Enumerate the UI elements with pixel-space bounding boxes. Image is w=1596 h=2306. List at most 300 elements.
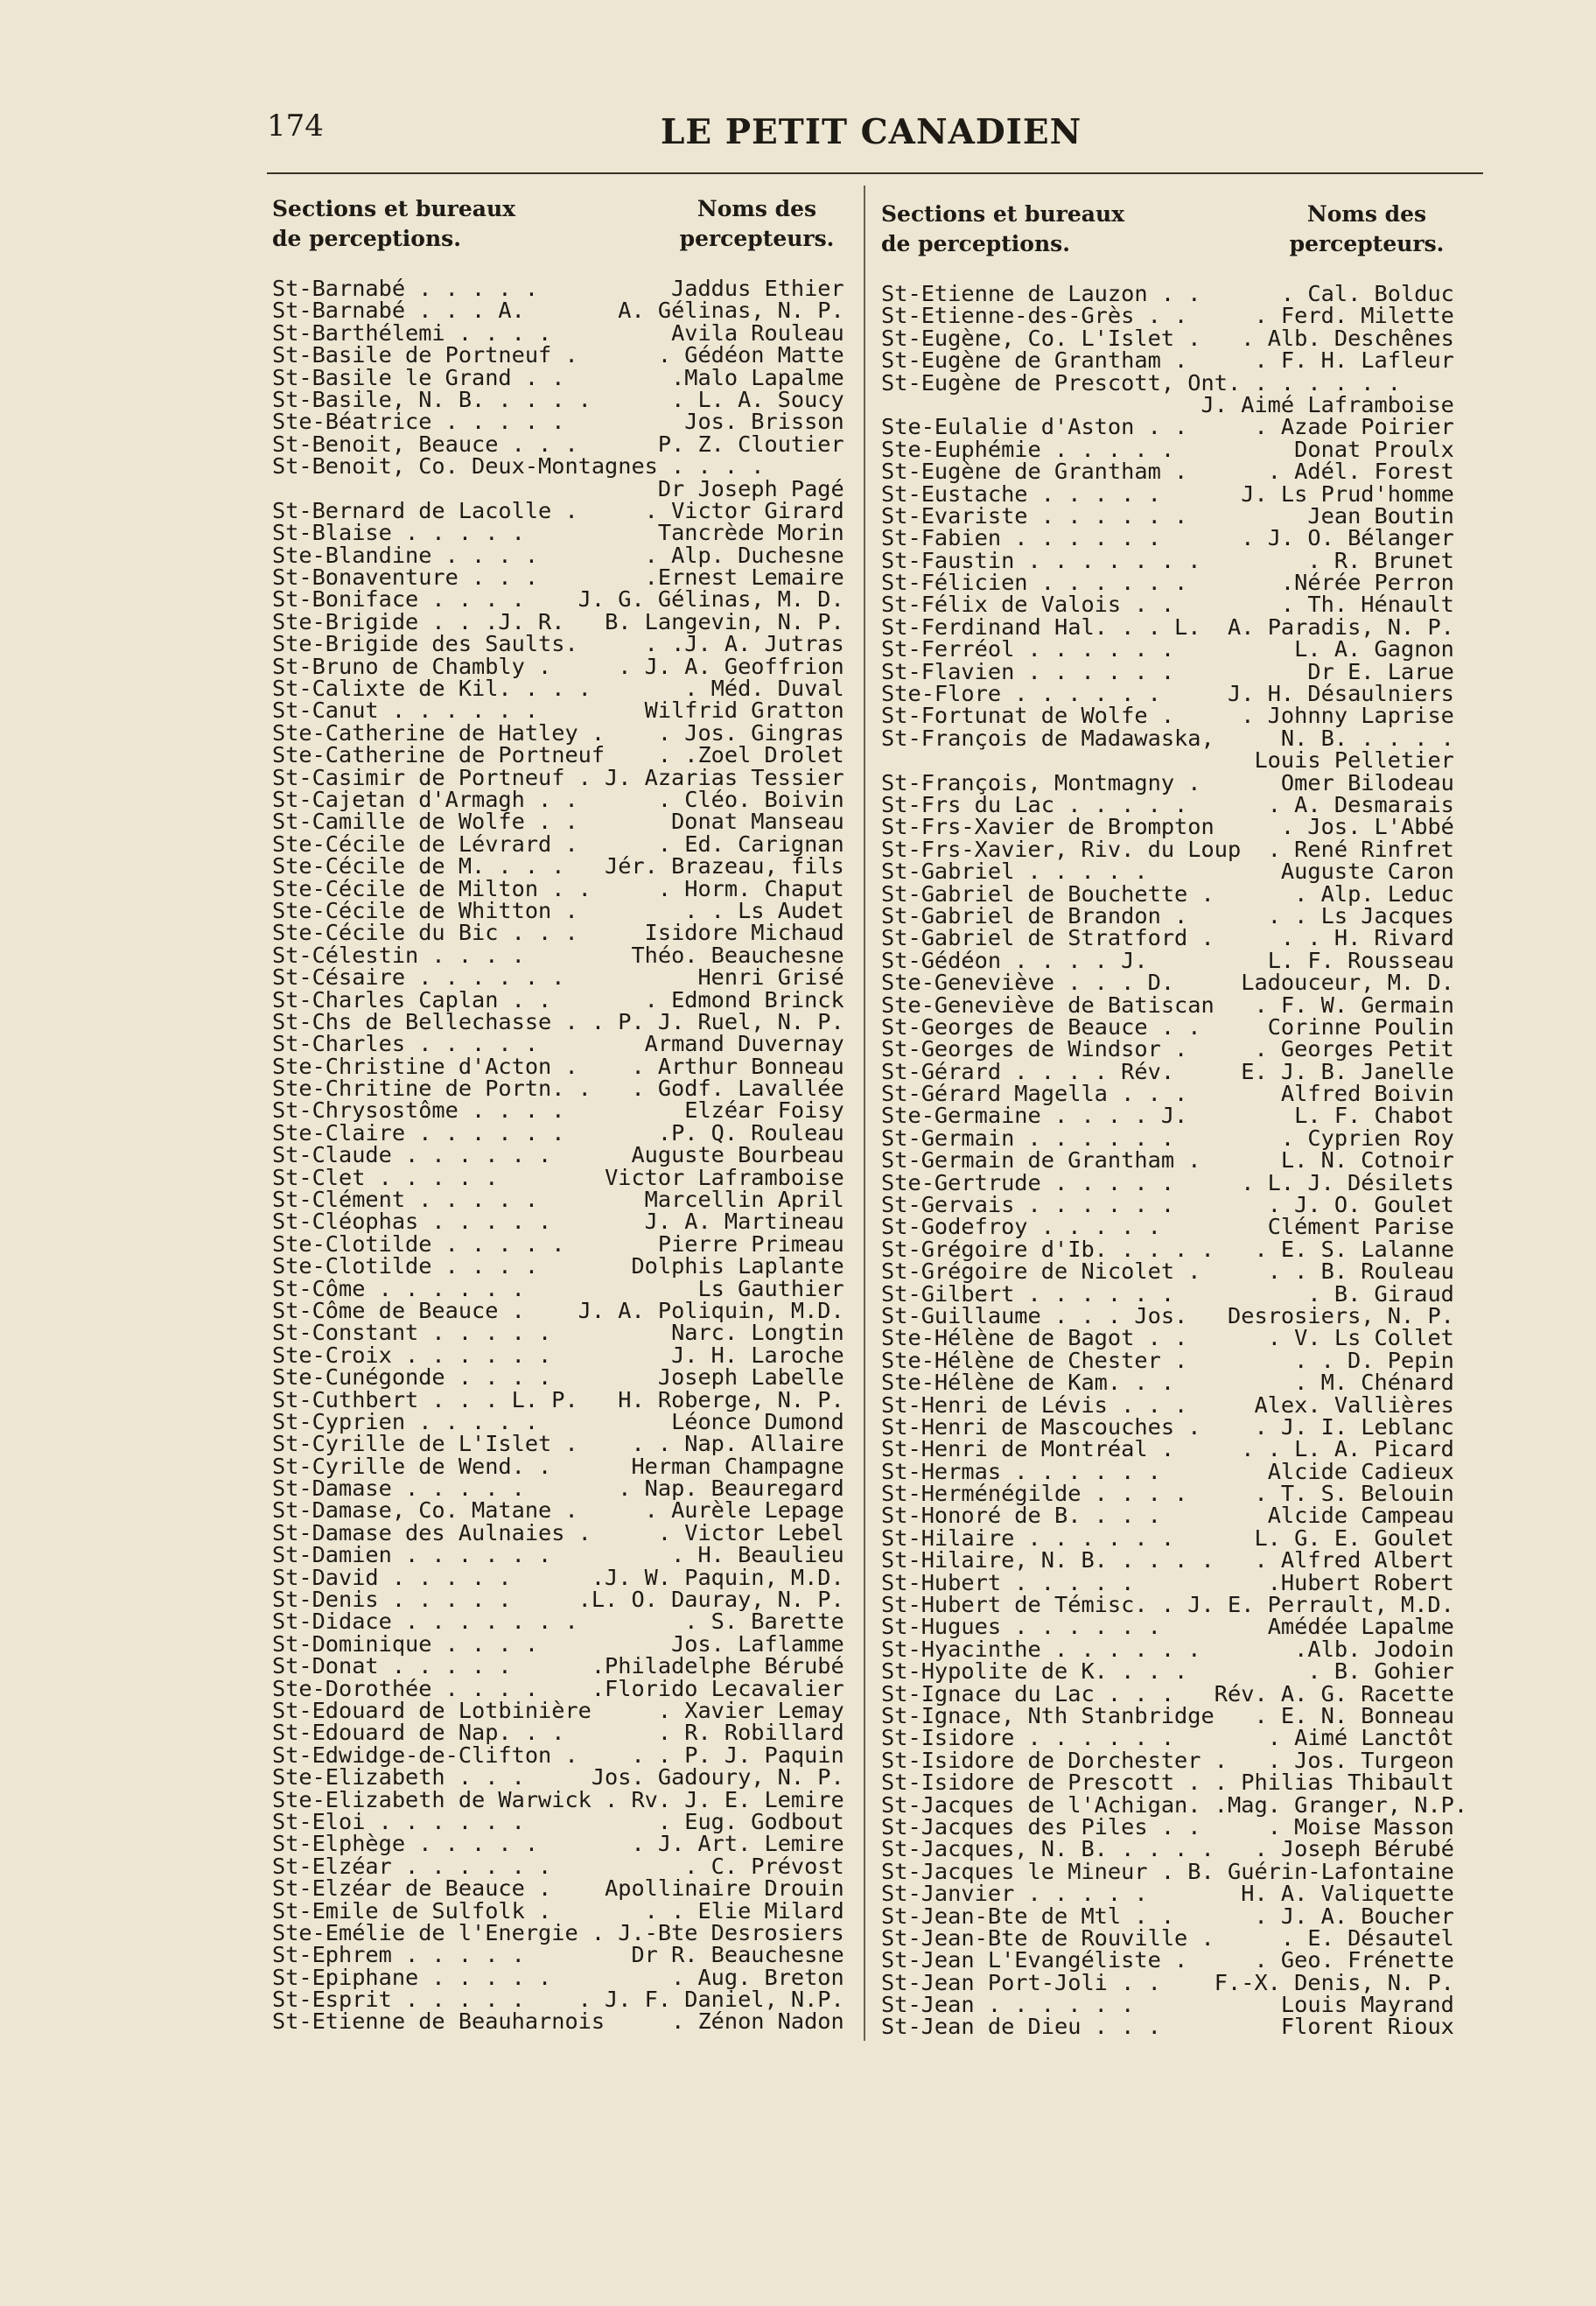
collector-name: . J. O. Goulet: [1267, 1192, 1454, 1218]
collector-name: . . Ls Jacques: [1267, 902, 1454, 929]
section-name: Ste-Euphémie . . . . .: [881, 436, 1175, 462]
list-item: [272, 1587, 844, 1613]
section-name: Ste-Cécile de Whitton .: [272, 897, 578, 923]
section-name: Ste-Brigide des Saults.: [272, 631, 578, 657]
section-name: Ste-Cécile de M. . . .: [272, 853, 565, 880]
section-name: St-Grégoire de Nicolet .: [881, 1258, 1201, 1285]
section-name: St-Edwidge-de-Clifton .: [272, 1742, 578, 1768]
collector-name: L. F. Chabot: [1294, 1103, 1454, 1129]
section-name: St-Ephrem . . . . .: [272, 1942, 525, 1968]
collector-name: N. B. . . . .: [1280, 725, 1454, 751]
collector-name: L. A. Gagnon: [1294, 636, 1454, 662]
section-name: St-Hilaire, N. B. . . . .: [881, 1547, 1214, 1574]
section-name: St-David . . . . .: [272, 1564, 512, 1590]
section-name: St-Etienne de Beauharnois: [272, 2008, 606, 2035]
section-name: St-Hugues . . . . . .: [881, 1614, 1161, 1640]
section-name: St-Cajetan d'Armagh . .: [272, 786, 578, 812]
list-item: [272, 1297, 844, 1323]
list-item: [881, 283, 1454, 305]
section-name: St-Eugène de Grantham .: [881, 347, 1188, 374]
collector-name: .Alb. Jodoin: [1294, 1636, 1454, 1662]
section-name: St-Chrysostôme . . . .: [272, 1097, 565, 1124]
collector-name: Donat Manseau: [671, 809, 844, 835]
section-name: St-Benoit, Beauce . . .: [272, 431, 578, 457]
section-name: St-Cuthbert . . . L. P.: [272, 1386, 578, 1412]
section-name: St-Clément . . . . .: [272, 1187, 539, 1213]
list-item: [881, 1013, 1454, 1040]
collector-name: . T. S. Belouin: [1254, 1481, 1454, 1507]
section-name: St-Epiphane . . . . .: [272, 1964, 552, 1990]
collector-name: Auguste Caron: [1280, 859, 1454, 885]
list-item: [881, 1194, 1454, 1216]
list-item: [881, 1258, 1454, 1285]
collector-name: . .J. A. Jutras: [644, 631, 844, 657]
list-item: [272, 1875, 844, 1902]
list-item: [881, 791, 1454, 817]
list-item: [272, 1855, 844, 1877]
section-name: St-Henri de Montréal .: [881, 1436, 1175, 1462]
list-item: [272, 833, 844, 855]
collector-name: . Philias Thibault: [1214, 1770, 1454, 1796]
list-item: [272, 697, 844, 724]
collector-name: . Victor Girard: [644, 497, 844, 523]
list-item: [881, 1524, 1454, 1551]
list-item: [272, 1675, 844, 1701]
list-item: [881, 1214, 1454, 1240]
collector-name: Ladouceur, M. D.: [1241, 970, 1454, 996]
collector-name: . Ed. Carignan: [657, 831, 844, 857]
section-name: St-Didace . . . . . . .: [272, 1609, 578, 1635]
section-name: Ste-Catherine de Hatley .: [272, 719, 606, 746]
section-name: St-Guillaume . . . Jos.: [881, 1302, 1188, 1328]
collector-name: .J. W. Paquin, M.D.: [591, 1564, 844, 1590]
section-name: St-Herménégilde . . . .: [881, 1481, 1188, 1507]
list-item: [272, 1919, 844, 1945]
collector-name: . F. W. Germain: [1254, 992, 1454, 1018]
list-item: [881, 480, 1454, 507]
collector-name: . J. O. Bélanger: [1241, 525, 1454, 551]
list-item: [881, 727, 1454, 749]
section-name: St-Bonaventure . . .: [272, 564, 539, 591]
section-name: St-Etienne-des-Grès . .: [881, 303, 1188, 329]
list-item: [881, 638, 1454, 660]
list-item: [272, 1144, 844, 1166]
section-name: Ste-Brigide . . .J. R.: [272, 608, 565, 634]
collector-name: Louis Mayrand: [1280, 1992, 1454, 2018]
collector-name: J. G. Gélinas, M. D.: [578, 586, 844, 613]
section-name: St-Germain de Grantham .: [881, 1147, 1201, 1174]
list-item: [272, 1230, 844, 1257]
section-name: St-Gabriel . . . . .: [881, 859, 1148, 885]
list-item: [272, 744, 844, 766]
list-item: [272, 1055, 844, 1077]
collector-name: Isidore Michaud: [644, 920, 844, 946]
section-name: Ste-Christine d'Acton .: [272, 1053, 578, 1079]
section-name: St-Frs-Xavier, Riv. du Loup: [881, 836, 1242, 862]
list-item: [881, 1680, 1454, 1707]
collector-name: Henri Grisé: [697, 964, 844, 991]
collector-name: Rév. A. G. Racette: [1214, 1680, 1454, 1707]
sections-heading: Sections et bureaux de perceptions.: [881, 201, 1125, 256]
list-item: [881, 1705, 1454, 1727]
collector-name: . Georges Petit: [1254, 1036, 1454, 1062]
collector-name: Avila Rouleau: [671, 319, 844, 346]
section-name: St-Ignace, Nth Stanbridge: [881, 1703, 1214, 1728]
collector-name: . R. Brunet: [1307, 547, 1454, 573]
section-name: St-Gabriel de Bouchette .: [881, 880, 1214, 907]
list-item: [272, 676, 844, 702]
list-item: [272, 719, 844, 746]
list-item: [272, 1764, 844, 1791]
collectors-heading: Noms des percepteurs.: [679, 196, 835, 251]
collector-name: . Gédéon Matte: [657, 342, 844, 368]
collector-name: Tancrède Morin: [657, 520, 844, 546]
collector-name: . Nap. Beauregard: [618, 1475, 844, 1502]
section-name: St-Blaise . . . . .: [272, 520, 525, 546]
list-item: [881, 1770, 1454, 1796]
section-name: St-Gérard Magella . . .: [881, 1081, 1188, 1107]
collector-name: . Geo. Frénette: [1254, 1947, 1454, 1973]
collector-name: . P. J. Ruel, N. P.: [591, 1008, 844, 1034]
collector-name: . René Rinfret: [1267, 836, 1454, 862]
list-item: [272, 1033, 844, 1055]
collector-name: Donat Proulx: [1294, 436, 1454, 462]
page-header: [267, 103, 1483, 156]
section-name: St-Cyrille de L'Islet .: [272, 1431, 578, 1457]
list-item: [272, 1344, 844, 1366]
list-item: [881, 303, 1454, 329]
collector-name: . Moise Masson: [1267, 1813, 1454, 1840]
section-name: St-Jacques de l'Achigan.: [881, 1791, 1201, 1818]
collector-name: Louis Pelletier: [1254, 747, 1454, 774]
list-item: [272, 1275, 844, 1301]
section-name: St-Edouard de Lotbinière: [272, 1698, 592, 1723]
collector-name: . Jos. L'Abbé: [1280, 814, 1454, 840]
list-item: [272, 764, 844, 790]
section-name: St-Cléophas . . . . .: [272, 1209, 552, 1235]
section-name: Ste-Catherine de Portneuf: [272, 742, 606, 768]
list-item: [881, 1658, 1454, 1685]
collector-name: . V. Ls Collet: [1267, 1325, 1454, 1351]
list-item: [272, 319, 844, 346]
section-name: St-Cyrille de Wend. .: [272, 1453, 552, 1479]
collector-name: . . B. Rouleau: [1267, 1258, 1454, 1285]
list-item: [881, 880, 1454, 907]
collector-name: . Alb. Deschênes: [1241, 325, 1454, 351]
section-name: St-Hubert de Témisc. .: [881, 1592, 1175, 1618]
list-item: [272, 920, 844, 946]
section-name: St-Benoit, Co. Deux-Montagnes . . . .: [272, 453, 765, 480]
list-item: [272, 1630, 844, 1657]
list-item: [272, 1408, 844, 1434]
section-name: St-Damien . . . . . .: [272, 1542, 552, 1568]
list-item: [272, 1255, 844, 1277]
collector-name: . Victor Lebel: [657, 1519, 844, 1546]
section-name: Ste-Clotilde . . . . .: [272, 1230, 565, 1257]
section-name: St-Eugène de Grantham .: [881, 459, 1188, 485]
collector-name: Dolphis Laplante: [631, 1253, 844, 1279]
section-name: St-Elzéar . . . . . .: [272, 1853, 552, 1879]
section-name: St-Elphège . . . . .: [272, 1831, 539, 1857]
collector-name: B. Langevin, N. P.: [605, 608, 844, 634]
section-name: St-Henri de Mascouches .: [881, 1413, 1201, 1440]
list-item: [881, 592, 1454, 618]
list-item: [881, 1791, 1468, 1818]
list-item: [272, 1966, 844, 1988]
section-name: St-Evariste . . . . . .: [881, 502, 1188, 529]
section-name: Ste-Flore . . . . . .: [881, 681, 1161, 707]
list-item: [272, 277, 844, 299]
collector-name: Amédée Lapalme: [1267, 1614, 1454, 1640]
section-name: St-Janvier . . . . .: [881, 1881, 1148, 1907]
section-name: St-Canut . . . . . .: [272, 697, 539, 724]
collector-name: Ls Gauthier: [697, 1275, 844, 1301]
collector-name: .L. O. Dauray, N. P.: [578, 1587, 844, 1613]
collector-name: Apollinaire Drouin: [605, 1875, 844, 1902]
list-item: [272, 497, 844, 523]
section-name: St-Isidore de Prescott .: [881, 1770, 1201, 1796]
spacer: [605, 2008, 671, 2034]
collector-name: .Florido Lecavalier: [591, 1675, 844, 1701]
list-item: [881, 1349, 1454, 1371]
collector-name: Desrosiers, N. P.: [1228, 1302, 1454, 1328]
section-name: St-Ignace du Lac . . .: [881, 1680, 1175, 1707]
collector-name: . Th. Hénault: [1280, 592, 1454, 618]
collector-name: . .Zoel Drolet: [657, 742, 844, 768]
collector-name: .Malo Lapalme: [671, 364, 844, 390]
right-column-header: [881, 200, 1454, 259]
section-name: St-Clet . . . . .: [272, 1164, 499, 1190]
list-item: [881, 1614, 1454, 1640]
section-name: St-Eloi . . . . . .: [272, 1808, 525, 1834]
section-name: St-Isidore de Dorchester .: [881, 1747, 1228, 1773]
list-item: [881, 1638, 1454, 1660]
collector-name: . Cyprien Roy: [1280, 1125, 1454, 1151]
collector-name: H. Roberge, N. P.: [618, 1386, 844, 1412]
collector-name: .Mag. Granger, N.P.: [1214, 1791, 1468, 1818]
collector-name: . J. A. Boucher: [1254, 1903, 1454, 1929]
section-name: Ste-Geneviève de Batiscan: [881, 992, 1214, 1018]
section-name: St-Gervais . . . . . .: [881, 1192, 1175, 1218]
collector-name: . Arthur Bonneau: [631, 1053, 844, 1079]
section-name: St-Claude . . . . . .: [272, 1142, 552, 1168]
list-item: [881, 1458, 1454, 1484]
section-name: St-Charles Caplan . .: [272, 986, 552, 1013]
list-item: [881, 1280, 1454, 1307]
collector-name: A. Gélinas, N. P.: [618, 298, 844, 324]
collector-name: Dr Joseph Pagé: [657, 475, 844, 501]
list-item: [272, 786, 844, 812]
section-name: St-Jacques, N. B. . . . .: [881, 1836, 1214, 1862]
collector-name: L. F. Rousseau: [1267, 947, 1454, 973]
list-item: [881, 502, 1454, 529]
collector-name: . Alp. Duchesne: [644, 542, 844, 568]
list-item: [272, 1187, 844, 1213]
list-item: [881, 859, 1454, 885]
section-name: St-Georges de Beauce . .: [881, 1013, 1201, 1040]
list-item: [272, 520, 844, 546]
section-name: St-François, Montmagny .: [881, 769, 1201, 796]
collector-name: Jean Boutin: [1307, 502, 1454, 529]
collector-name: . . Nap. Allaire: [631, 1431, 844, 1457]
list-item: [881, 613, 1454, 640]
list-item: [881, 1969, 1454, 1995]
collector-name: . Eug. Godbout: [657, 1808, 844, 1834]
collector-name: . A. Desmarais: [1267, 791, 1454, 817]
list-item: [272, 564, 844, 591]
section-name: St-Damase, Co. Matane .: [272, 1497, 578, 1524]
list-item: [272, 809, 844, 835]
section-name: St-Bruno de Chambly .: [272, 653, 552, 679]
section-name: St-Jean L'Evangéliste .: [881, 1947, 1188, 1973]
collector-name: Jos. Gadoury, N. P.: [591, 1764, 844, 1791]
list-item: [272, 1831, 844, 1857]
collector-name: Alfred Boivin: [1280, 1081, 1454, 1107]
collector-name: Joseph Labelle: [657, 1364, 844, 1391]
section-name: St-Denis . . . . .: [272, 1587, 512, 1613]
section-name: St-François de Madawaska,: [881, 725, 1214, 751]
collector-name: Victor Laframboise: [605, 1164, 844, 1190]
list-item: [881, 769, 1454, 796]
list-item: [881, 1881, 1454, 1907]
collector-name: . Edmond Brinck: [644, 986, 844, 1013]
section-name: St-Gilbert . . . . . .: [881, 1280, 1175, 1307]
list-item: [881, 1147, 1454, 1174]
collector-name: . Cléo. Boivin: [657, 786, 844, 812]
collector-name: . Jos. Turgeon: [1267, 1747, 1454, 1773]
list-item: [881, 1949, 1454, 1971]
collector-name: . Alp. Leduc: [1294, 880, 1454, 907]
section-name: Ste-Germaine . . . . J.: [881, 1103, 1188, 1129]
list-item: [272, 1008, 844, 1034]
list-item: [272, 544, 844, 566]
list-item: [272, 1475, 844, 1502]
list-item: [272, 1076, 844, 1102]
section-name: Ste-Geneviève . . . D.: [881, 970, 1175, 996]
list-item: [881, 1749, 1454, 1771]
collector-name: F.-X. Denis, N. P.: [1214, 1969, 1454, 1995]
section-name: St-Chs de Bellechasse .: [272, 1008, 578, 1034]
section-name: St-Damase des Aulnaies .: [272, 1519, 592, 1546]
collector-name: . B. Gohier: [1307, 1658, 1454, 1685]
list-item: [272, 2008, 844, 2035]
collector-name: Jaddus Ethier: [671, 276, 844, 301]
section-name: St-Etienne de Lauzon . .: [881, 281, 1201, 306]
collector-name: Florent Rioux: [1280, 2014, 1454, 2040]
list-item: [881, 838, 1454, 860]
section-name: St-Dominique . . . .: [272, 1630, 539, 1657]
section-name: St-Cyprien . . . . .: [272, 1408, 539, 1434]
section-name: St-Constant . . . . .: [272, 1320, 552, 1346]
section-name: St-Frs du Lac . . . . .: [881, 791, 1188, 817]
list-item: [272, 1320, 844, 1346]
list-item: [881, 2014, 1454, 2040]
list-item: [881, 459, 1454, 485]
section-name: Ste-Claire . . . . . .: [272, 1119, 565, 1146]
collector-name: . . P. J. Paquin: [631, 1742, 844, 1768]
section-name: St-Barnabé . . . A.: [272, 298, 525, 324]
list-item: [881, 327, 1454, 349]
list-item: [272, 1164, 844, 1190]
collector-name: . B. Giraud: [1307, 1280, 1454, 1307]
collector-name: Clément Parise: [1267, 1214, 1454, 1240]
collector-name: . J.-Bte Desrosiers: [591, 1919, 844, 1945]
collector-name: . S. Barette: [684, 1609, 844, 1635]
list-item: [272, 897, 844, 923]
section-name: St-Basile, N. B. . . . .: [272, 386, 592, 412]
section-name: St-Emile de Sulfolk .: [272, 1897, 552, 1924]
section-name: St-Edouard de Nap. . .: [272, 1720, 565, 1746]
list-item: [881, 1924, 1454, 1951]
section-name: St-Jacques le Mineur .: [881, 1858, 1175, 1884]
section-name: St-Henri de Lévis . . .: [881, 1391, 1188, 1418]
list-item: [881, 747, 1454, 774]
left-column-header: [272, 194, 844, 254]
collector-name: J. H. Désaulniers: [1228, 681, 1454, 707]
list-item: [272, 1519, 844, 1546]
section-name: St-Calixte de Kil. . . .: [272, 676, 592, 702]
list-item: [881, 1905, 1454, 1927]
list-item: [881, 902, 1454, 929]
section-name: Ste-Cécile du Bic . . .: [272, 920, 578, 946]
list-item: [272, 1455, 844, 1477]
collector-name: J. Aimé Laframboise: [1200, 391, 1454, 417]
collector-name: . C. Prévost: [684, 1853, 844, 1879]
list-item: [881, 1438, 1454, 1460]
section-name: Ste-Clotilde . . . .: [272, 1253, 539, 1279]
list-item: [272, 1897, 844, 1924]
collector-name: Jér. Brazeau, fils: [605, 853, 844, 880]
collector-name: . Aimé Lanctôt: [1267, 1725, 1454, 1751]
collector-name: J. A. Martineau: [644, 1209, 844, 1235]
list-item: [272, 1987, 844, 2013]
list-item: [272, 986, 844, 1013]
list-item: [272, 1609, 844, 1635]
collector-name: . Zénon Nadon: [671, 2008, 844, 2035]
section-name: Ste-Cécile de Milton . .: [272, 875, 592, 901]
section-name: St-Hyacinthe . . . . . .: [881, 1636, 1201, 1662]
list-item: [881, 1058, 1454, 1084]
section-name: St-Ferréol . . . . . .: [881, 636, 1175, 662]
collector-name: Armand Duvernay: [644, 1031, 844, 1057]
collector-name: Pierre Primeau: [657, 1230, 844, 1257]
section-name: St-Jean-Bte de Rouville .: [881, 1924, 1214, 1951]
collector-name: J. A. Poliquin, M.D.: [578, 1297, 844, 1323]
list-item: [881, 1481, 1454, 1507]
list-item: [881, 1238, 1454, 1260]
collector-name: Narc. Longtin: [671, 1320, 844, 1346]
section-name: St-Eustache . . . . .: [881, 480, 1161, 507]
collector-name: . Aug. Breton: [671, 1964, 844, 1990]
section-name: St-Hypolite de K. . . .: [881, 1658, 1188, 1685]
list-item: [881, 1413, 1454, 1440]
collector-name: . L. A. Soucy: [671, 386, 844, 412]
section-name: St-Eugène, Co. L'Islet .: [881, 325, 1201, 351]
collector-name: Corinne Poulin: [1267, 1013, 1454, 1040]
section-name: St-Gabriel de Stratford .: [881, 925, 1214, 951]
list-item: [272, 386, 844, 412]
list-item: [272, 1786, 844, 1812]
column-divider: [864, 186, 865, 2041]
collector-name: . Ferd. Milette: [1254, 303, 1454, 329]
list-item: [881, 1370, 1454, 1396]
collector-name: .P. Q. Rouleau: [657, 1119, 844, 1146]
list-item: [272, 475, 844, 501]
section-name: St-Jacques des Piles . .: [881, 1813, 1201, 1840]
collector-name: Théo. Beauchesne: [631, 942, 844, 968]
collector-name: Alex. Vallières: [1254, 1391, 1454, 1418]
collector-name: Jos. Brisson: [684, 409, 844, 435]
